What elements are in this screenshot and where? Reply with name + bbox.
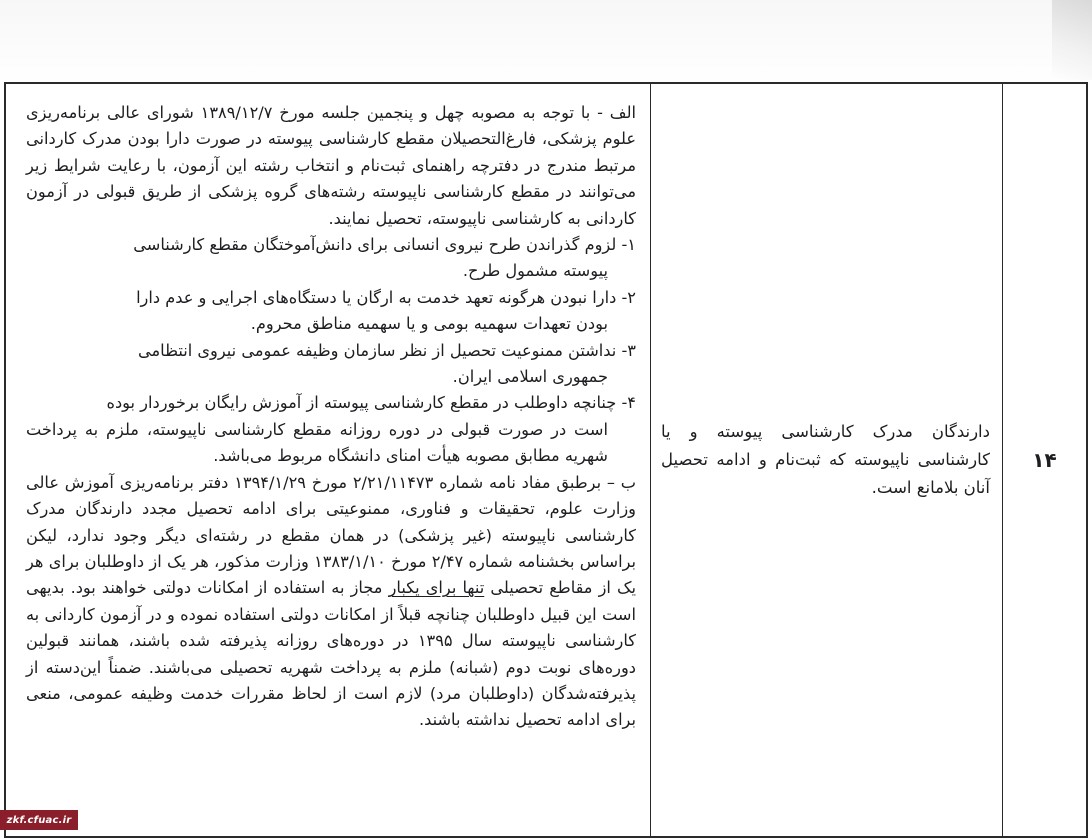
conditions-cell (6, 84, 650, 836)
condition-item-2-lead: ۲- دارا نبودن هرگونه تعهد خدمت به ارگان یا دستگاه‌های اجرایی و عدم دارا (136, 287, 636, 307)
condition-item-3 (26, 338, 636, 391)
paragraph-be (26, 470, 636, 734)
condition-item-4 (26, 390, 636, 469)
condition-item-3-rest: جمهوری اسلامی ایران. (452, 367, 608, 387)
condition-item-1 (26, 232, 636, 285)
page-fold (1052, 0, 1092, 80)
paragraph-alef: الف - با توجه به مصوبه چهل و پنجمین جلسه مورخ ۱۳۸۹/۱۲/۷ شورای عالی برنامه‌ریزی علوم پزشکی، فارغ‌التحصیلان مقطع کارشناسی پیوسته در صورت دارا بودن مدرک کاردانی مرتبط مندرج در دفترچه راهنمای ثبت‌نام و انتخاب رشته این آزمون، با رعایت شرایط زیر می‌توانند در مقطع کارشناسی ناپیوسته رشته‌های گروه پزشکی از طریق قبولی در آزمون کاردانی به کارشناسی ناپیوسته، تحصیل نمایند. (26, 103, 636, 228)
paragraph-be-end: مجاز به استفاده از امکانات دولتی خواهند بود. بدیهی است این قبیل داوطلبان چنانچه قبلاً از امکانات دولتی استفاده نموده و در آزمون کاردانی به کارشناسی ناپیوسته سال ۱۳۹۵ در دوره‌های روزانه پذیرفته شده باشند، همانند قبولین دوره‌های نوبت دوم (شبانه) ملزم به پرداخت شهریه تحصیلی می‌باشند. ضمناً این‌دسته از پذیرفته‌شدگان (داوطلبان مرد) لازم است از لحاظ مقررات خدمت وظیفه عمومی، منعی برای ادامه تحصیل نداشته باشند. (26, 578, 637, 730)
paragraph-be-start: ب – برطبق مفاد نامه شماره ۲/۲۱/۱۱۴۷۳ مورخ ۱۳۹۴/۱/۲۹ دفتر برنامه‌ریزی آموزش عالی وزارت علوم، تحقیقات و فناوری، ممنوعیتی برای ادامه تحصیل مجدد دارندگان مدرک کارشناسی ناپیوسته (غیر پزشکی) در همان مقطع در رشته‌ای دیگر وجود ندارد، لیکن براساس بخشنامه شماره ۲/۴۷ مورخ ۱۳۸۳/۱/۱۰ وزارت مذکور، هر یک از داوطلبان برای هر یک از مقاطع تحصیلی (26, 472, 637, 598)
row-number: ۱۴ (1032, 448, 1057, 472)
applicant-group-text: دارندگان مدرک کارشناسی پیوسته و یا کارشناسی ناپیوسته که ثبت‌نام و ادامه تحصیل آنان بلامانع است. (661, 422, 990, 497)
condition-item-4-rest: است در صورت قبولی در دوره روزانه مقطع کارشناسی ناپیوسته، ملزم به پرداخت شهریه مطابق مصوبه هیأت امنای دانشگاه مربوط می‌باشد. (26, 419, 608, 466)
condition-item-2 (26, 285, 636, 338)
condition-item-1-lead: ۱- لزوم گذراندن طرح نیروی انسانی برای دانش‌آموختگان مقطع کارشناسی (133, 235, 636, 255)
condition-item-2-rest: بودن تعهدات سهمیه بومی و یا سهمیه مناطق محروم. (250, 314, 608, 334)
condition-item-4-lead: ۴- چنانچه داوطلب در مقطع کارشناسی پیوسته از آموزش رایگان برخوردار بوده (106, 393, 636, 413)
row-number-cell (1002, 84, 1086, 836)
condition-item-3-lead: ۳- نداشتن ممنوعیت تحصیل از نظر سازمان وظیفه عمومی نیروی انتظامی (137, 340, 636, 360)
paragraph-be-underlined: تنها برای یکبار (388, 578, 485, 598)
condition-item-1-rest: پیوسته مشمول طرح. (462, 261, 608, 281)
requirements-table (4, 82, 1088, 838)
applicant-group-cell (650, 84, 1002, 836)
site-watermark-logo: zkf.cfuac.ir (0, 810, 78, 830)
